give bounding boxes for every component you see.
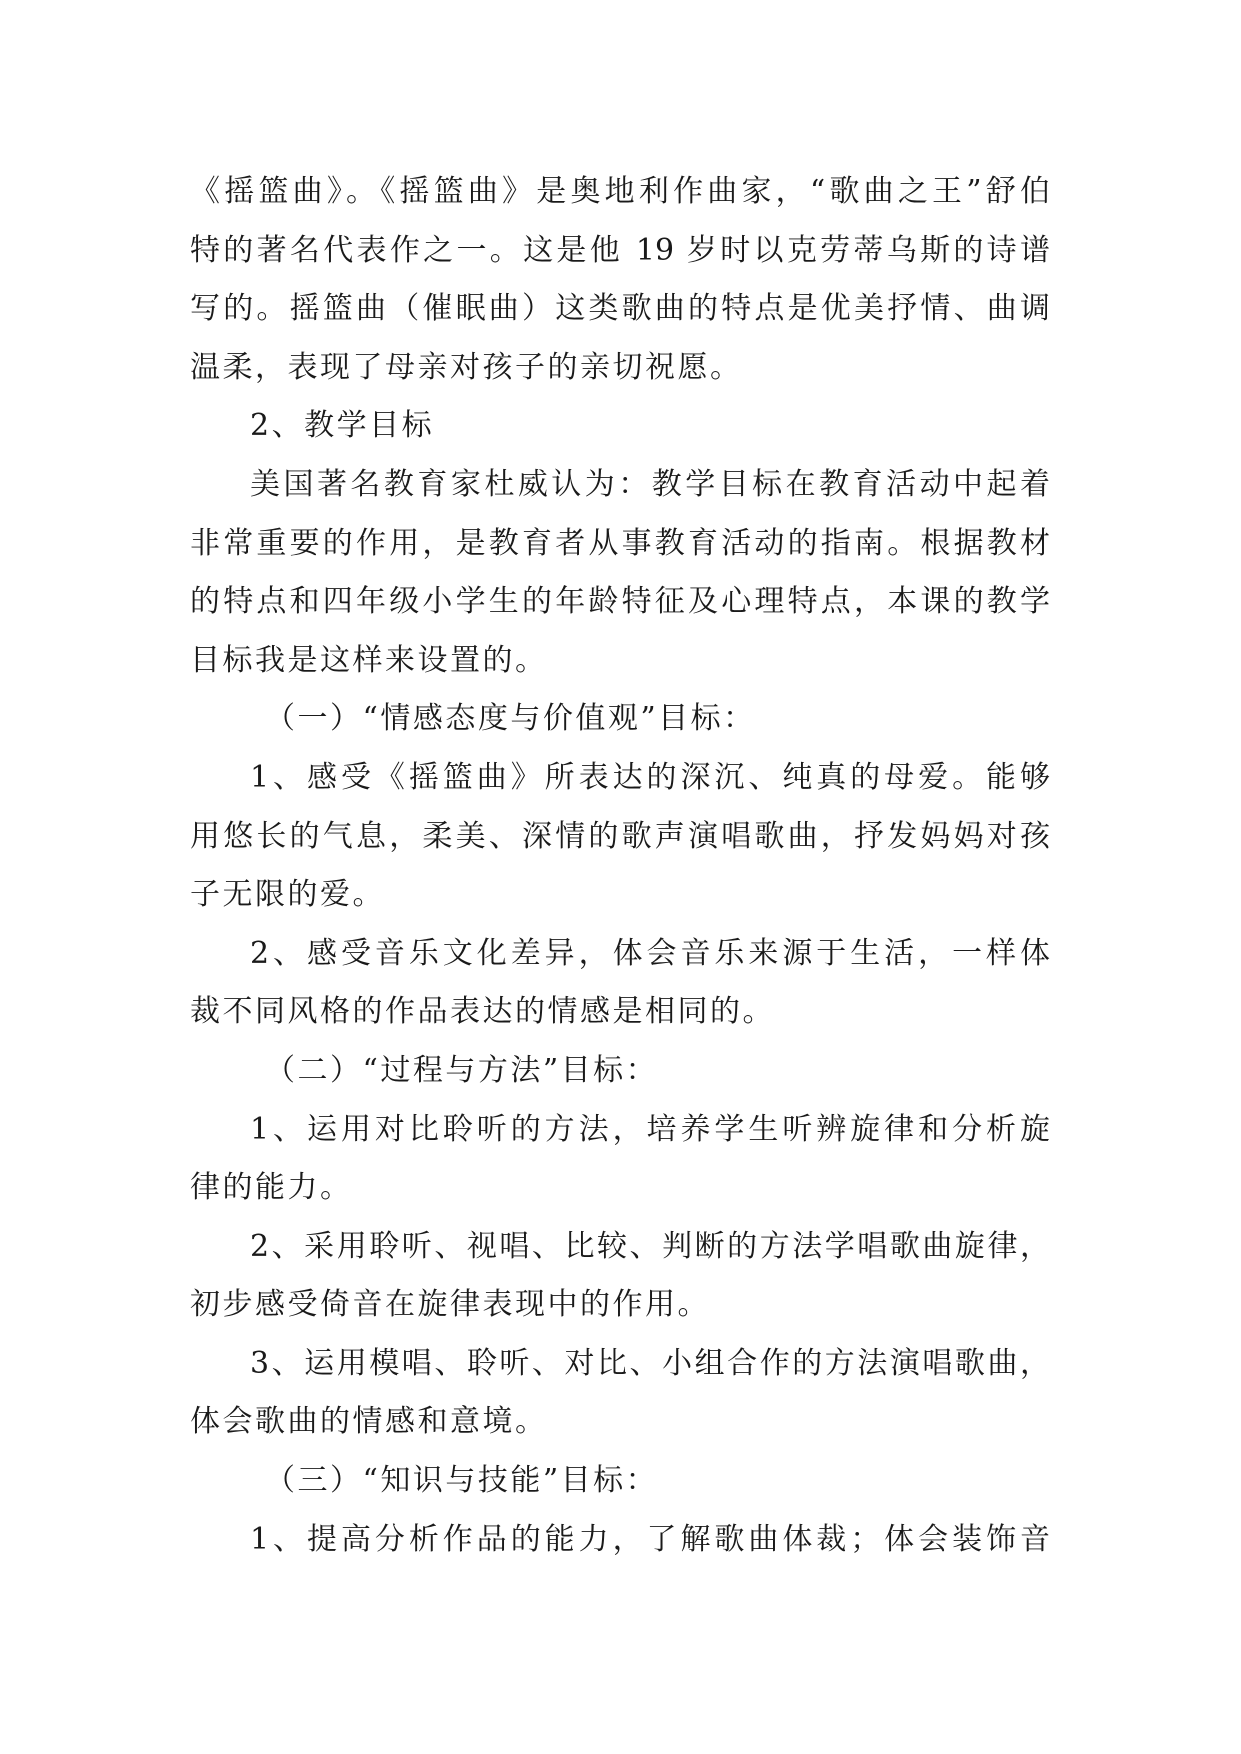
text-line: 目标我是这样来设置的。 [190,642,548,678]
text-line: 3、运用模唱、聆听、对比、小组合作的方法演唱歌曲， [250,1345,1050,1381]
text-line: 律的能力。 [190,1170,353,1206]
text-line: 非常重要的作用，是教育者从事教育活动的指南。根据教材 [190,525,1050,561]
text-line: 2、感受音乐文化差异，体会音乐来源于生活，一样体 [250,935,1050,971]
text-line: 2、采用聆听、视唱、比较、判断的方法学唱歌曲旋律， [250,1228,1050,1264]
text-line: 体会歌曲的情感和意境。 [190,1404,548,1440]
subsection-heading: （二）“过程与方法”目标： [265,1052,659,1088]
subsection-heading: （一）“情感态度与价值观”目标： [265,701,756,737]
section-heading: 2、教学目标 [250,408,435,444]
text-line: 温柔，表现了母亲对孩子的亲切祝愿。 [190,349,743,385]
text-line: 特的著名代表作之一。这是他 19 岁时以克劳蒂乌斯的诗谱 [190,232,1050,268]
text-line: 美国著名教育家杜威认为：教学目标在教育活动中起着 [250,466,1050,502]
text-line: 《摇篮曲》。《摇篮曲》是奥地利作曲家，“歌曲之王”舒伯 [190,174,1050,209]
document-page [190,163,1050,1569]
text-line: 初步感受倚音在旋律表现中的作用。 [190,1287,710,1323]
text-line: 1、感受《摇篮曲》所表达的深沉、纯真的母爱。能够 [250,759,1050,795]
text-line: 裁不同风格的作品表达的情感是相同的。 [190,994,775,1030]
text-line: 1、运用对比聆听的方法，培养学生听辨旋律和分析旋 [250,1111,1050,1147]
text-line: 的特点和四年级小学生的年龄特征及心理特点，本课的教学 [190,584,1050,620]
text-line: 写的。摇篮曲（催眠曲）这类歌曲的特点是优美抒情、曲调 [190,291,1050,327]
subsection-heading: （三）“知识与技能”目标： [265,1463,659,1499]
text-line: 1、提高分析作品的能力，了解歌曲体裁；体会装饰音 [250,1521,1050,1557]
text-line: 用悠长的气息，柔美、深情的歌声演唱歌曲，抒发妈妈对孩 [190,818,1050,854]
text-line: 子无限的爱。 [190,877,385,913]
